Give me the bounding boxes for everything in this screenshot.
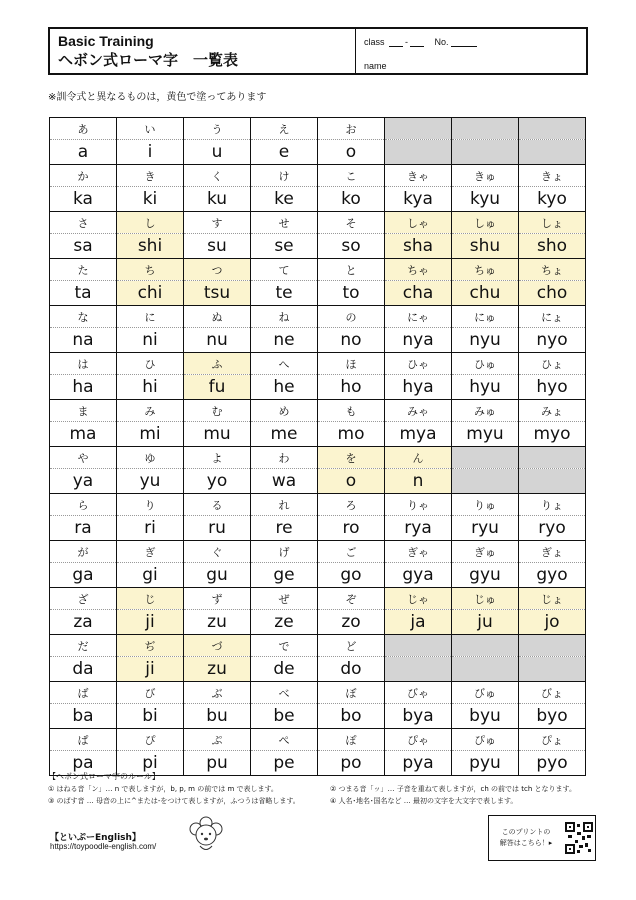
kana-row [50, 400, 586, 422]
kana-cell: ぶ [184, 682, 251, 704]
romaji-cell: sho [519, 234, 586, 259]
kana-cell: い [117, 118, 184, 140]
kana-cell: ぎ [117, 541, 184, 563]
kana-cell: びょ [519, 682, 586, 704]
kana-row [50, 635, 586, 657]
romaji-table [49, 117, 586, 776]
romaji-cell: ku [184, 187, 251, 212]
romaji-cell: bu [184, 704, 251, 729]
kana-cell: め [251, 400, 318, 422]
kana-cell: を [318, 447, 385, 469]
romaji-cell: ju [452, 610, 519, 635]
kana-cell: だ [50, 635, 117, 657]
kana-cell: の [318, 306, 385, 328]
kana-cell: は [50, 353, 117, 375]
romaji-row [50, 281, 586, 306]
romaji-cell: zu [184, 657, 251, 682]
romaji-cell: n [385, 469, 452, 494]
class-dash: - [405, 37, 409, 47]
romaji-cell: so [318, 234, 385, 259]
romaji-cell: mo [318, 422, 385, 447]
romaji-cell: rya [385, 516, 452, 541]
romaji-cell: ga [50, 563, 117, 588]
romaji-cell: ta [50, 281, 117, 306]
romaji-cell: ko [318, 187, 385, 212]
name-label: name [364, 61, 387, 71]
answer-link-text [495, 827, 557, 849]
romaji-cell: po [318, 751, 385, 776]
romaji-cell: su [184, 234, 251, 259]
romaji-cell: myo [519, 422, 586, 447]
romaji-row [50, 563, 586, 588]
kana-cell: か [50, 165, 117, 187]
class-blank-2 [410, 37, 424, 47]
romaji-cell: o [318, 140, 385, 165]
romaji-cell: nu [184, 328, 251, 353]
romaji-cell: o [318, 469, 385, 494]
kana-cell: て [251, 259, 318, 281]
kana-cell: きょ [519, 165, 586, 187]
romaji-cell: i [117, 140, 184, 165]
kana-row [50, 212, 586, 234]
romaji-cell: gu [184, 563, 251, 588]
romaji-cell: da [50, 657, 117, 682]
romaji-cell: fu [184, 375, 251, 400]
romaji-cell [519, 140, 586, 165]
romaji-cell: yo [184, 469, 251, 494]
kana-cell: じゃ [385, 588, 452, 610]
answer-line-2: 解答はこちら！▸ [499, 839, 553, 847]
kana-cell: ゆ [117, 447, 184, 469]
kana-cell: な [50, 306, 117, 328]
romaji-cell: gyu [452, 563, 519, 588]
romaji-cell: wa [251, 469, 318, 494]
romaji-cell: zu [184, 610, 251, 635]
number-label: No. [434, 37, 449, 47]
romaji-cell: mya [385, 422, 452, 447]
kana-cell: ぴゃ [385, 729, 452, 751]
kana-cell: ひょ [519, 353, 586, 375]
romaji-cell [519, 469, 586, 494]
romaji-cell: ri [117, 516, 184, 541]
kana-cell: ほ [318, 353, 385, 375]
kana-cell: ひ [117, 353, 184, 375]
kana-cell: じゅ [452, 588, 519, 610]
title-box [50, 29, 356, 73]
kana-cell: ぷ [184, 729, 251, 751]
kana-cell: ぐ [184, 541, 251, 563]
kana-cell: ちゅ [452, 259, 519, 281]
romaji-cell: ma [50, 422, 117, 447]
romaji-cell: byu [452, 704, 519, 729]
romaji-row [50, 328, 586, 353]
romaji-cell: ryo [519, 516, 586, 541]
romaji-cell: ho [318, 375, 385, 400]
kana-cell: りょ [519, 494, 586, 516]
kana-cell: す [184, 212, 251, 234]
romaji-cell: ryu [452, 516, 519, 541]
kana-row [50, 682, 586, 704]
romaji-cell: hya [385, 375, 452, 400]
kana-cell: ぴ [117, 729, 184, 751]
romaji-cell: ji [117, 657, 184, 682]
kana-cell: き [117, 165, 184, 187]
kana-cell [385, 635, 452, 657]
kana-cell: た [50, 259, 117, 281]
romaji-cell: ba [50, 704, 117, 729]
romaji-cell [385, 140, 452, 165]
romaji-cell: u [184, 140, 251, 165]
romaji-cell: yu [117, 469, 184, 494]
kana-cell: ぎょ [519, 541, 586, 563]
romaji-cell: cha [385, 281, 452, 306]
romaji-cell: re [251, 516, 318, 541]
answer-link-box[interactable] [488, 815, 596, 861]
answer-line-1: このプリントの [501, 828, 551, 836]
kana-cell: ろ [318, 494, 385, 516]
romaji-cell [452, 469, 519, 494]
rules-title: 【ヘボン式ローマ字のルール】 [48, 772, 160, 781]
romaji-cell: kyo [519, 187, 586, 212]
romaji-cell: pu [184, 751, 251, 776]
kana-cell: え [251, 118, 318, 140]
kana-cell: ぞ [318, 588, 385, 610]
kana-cell: こ [318, 165, 385, 187]
romaji-row [50, 187, 586, 212]
romaji-cell: ji [117, 610, 184, 635]
romaji-cell: he [251, 375, 318, 400]
romaji-cell: tsu [184, 281, 251, 306]
student-info-box [356, 29, 586, 73]
kana-cell [452, 635, 519, 657]
kana-cell: きゅ [452, 165, 519, 187]
romaji-row [50, 234, 586, 259]
romaji-cell [519, 657, 586, 682]
romaji-cell: gyo [519, 563, 586, 588]
kana-row [50, 729, 586, 751]
rule-2: ② つまる音「ッ」… 子音を重ねて表しますが，ch の前では tch となります。 [330, 785, 576, 793]
kana-cell: ひゅ [452, 353, 519, 375]
romaji-cell: chi [117, 281, 184, 306]
kana-cell [452, 447, 519, 469]
romaji-row [50, 610, 586, 635]
romaji-cell: shu [452, 234, 519, 259]
kana-cell: りゅ [452, 494, 519, 516]
kana-cell: しょ [519, 212, 586, 234]
romaji-cell: bya [385, 704, 452, 729]
romaji-cell [452, 140, 519, 165]
romaji-cell: ro [318, 516, 385, 541]
kana-cell: ぱ [50, 729, 117, 751]
romaji-cell: cho [519, 281, 586, 306]
kana-cell: ず [184, 588, 251, 610]
romaji-row [50, 516, 586, 541]
kana-cell: さ [50, 212, 117, 234]
romaji-cell: nya [385, 328, 452, 353]
romaji-cell: byo [519, 704, 586, 729]
romaji-cell: ra [50, 516, 117, 541]
romaji-cell: nyu [452, 328, 519, 353]
romaji-cell: hyo [519, 375, 586, 400]
kana-cell: ふ [184, 353, 251, 375]
kana-cell: へ [251, 353, 318, 375]
kana-cell: びゃ [385, 682, 452, 704]
romaji-cell [385, 657, 452, 682]
romaji-cell: be [251, 704, 318, 729]
romaji-cell: sha [385, 234, 452, 259]
romaji-row [50, 704, 586, 729]
poodle-icon [188, 815, 224, 855]
romaji-row [50, 657, 586, 682]
kana-cell [519, 635, 586, 657]
kana-cell: しゅ [452, 212, 519, 234]
romaji-cell: bo [318, 704, 385, 729]
kana-cell: べ [251, 682, 318, 704]
romaji-cell: go [318, 563, 385, 588]
romaji-cell: kyu [452, 187, 519, 212]
kana-cell: お [318, 118, 385, 140]
kana-cell [452, 118, 519, 140]
qr-code-icon[interactable] [565, 822, 593, 854]
worksheet-header [48, 27, 588, 75]
title-japanese: ヘボン式ローマ字 一覧表 [58, 51, 239, 69]
kana-cell [519, 118, 586, 140]
romaji-cell: pyo [519, 751, 586, 776]
romaji-cell: to [318, 281, 385, 306]
kana-cell: ちょ [519, 259, 586, 281]
kana-cell: る [184, 494, 251, 516]
kana-row [50, 353, 586, 375]
kana-cell: ぎゃ [385, 541, 452, 563]
kana-row [50, 259, 586, 281]
romaji-cell: pe [251, 751, 318, 776]
number-blank [451, 37, 477, 47]
romaji-cell: ja [385, 610, 452, 635]
kana-cell: ぴょ [519, 729, 586, 751]
romaji-cell: pyu [452, 751, 519, 776]
rule-4: ④ 人名･地名･国名など … 最初の文字を大文字で表します。 [330, 797, 518, 805]
kana-row [50, 447, 586, 469]
romaji-cell: te [251, 281, 318, 306]
romaji-cell [452, 657, 519, 682]
romaji-cell: ni [117, 328, 184, 353]
romaji-row [50, 375, 586, 400]
romaji-cell: hi [117, 375, 184, 400]
kana-cell: わ [251, 447, 318, 469]
romaji-cell: shi [117, 234, 184, 259]
romaji-cell: do [318, 657, 385, 682]
romaji-cell: ze [251, 610, 318, 635]
romaji-cell: zo [318, 610, 385, 635]
kana-cell: り [117, 494, 184, 516]
kana-cell: ぢ [117, 635, 184, 657]
class-number-line [364, 37, 479, 47]
romaji-cell: e [251, 140, 318, 165]
romaji-cell: jo [519, 610, 586, 635]
kana-cell: りゃ [385, 494, 452, 516]
kana-cell: ぎゅ [452, 541, 519, 563]
romaji-cell: me [251, 422, 318, 447]
kana-cell: じ [117, 588, 184, 610]
kana-cell: に [117, 306, 184, 328]
kana-row [50, 118, 586, 140]
romaji-cell: nyo [519, 328, 586, 353]
kana-cell: みゃ [385, 400, 452, 422]
romaji-cell: no [318, 328, 385, 353]
kana-cell: ざ [50, 588, 117, 610]
kana-cell: ち [117, 259, 184, 281]
kana-cell: じょ [519, 588, 586, 610]
romaji-cell: mu [184, 422, 251, 447]
kana-cell: にょ [519, 306, 586, 328]
romaji-cell: gya [385, 563, 452, 588]
kana-cell: ご [318, 541, 385, 563]
romaji-cell: pa [50, 751, 117, 776]
class-label: class [364, 37, 385, 47]
kana-row [50, 541, 586, 563]
kana-cell: が [50, 541, 117, 563]
kana-cell: む [184, 400, 251, 422]
kana-cell: ぽ [318, 729, 385, 751]
kana-cell: も [318, 400, 385, 422]
romaji-cell: bi [117, 704, 184, 729]
class-blank-1 [389, 37, 403, 47]
kana-cell: ば [50, 682, 117, 704]
kana-cell: ひゃ [385, 353, 452, 375]
kana-row [50, 165, 586, 187]
romaji-cell: ge [251, 563, 318, 588]
romaji-cell: ne [251, 328, 318, 353]
romaji-cell: pi [117, 751, 184, 776]
romaji-cell: a [50, 140, 117, 165]
kana-cell: つ [184, 259, 251, 281]
kana-cell: け [251, 165, 318, 187]
kana-cell: にゅ [452, 306, 519, 328]
rule-1: ① はねる音「ン」… n で表しますが，b, p, m の前では m で表します。 [48, 785, 278, 793]
romaji-cell: hyu [452, 375, 519, 400]
kana-cell [385, 118, 452, 140]
kana-cell: ぼ [318, 682, 385, 704]
romaji-cell: sa [50, 234, 117, 259]
kana-cell: び [117, 682, 184, 704]
kana-cell: し [117, 212, 184, 234]
kana-cell: れ [251, 494, 318, 516]
kana-cell: よ [184, 447, 251, 469]
romaji-cell: ha [50, 375, 117, 400]
kana-cell: びゅ [452, 682, 519, 704]
kana-cell: きゃ [385, 165, 452, 187]
romaji-row [50, 469, 586, 494]
kana-cell: せ [251, 212, 318, 234]
kana-cell: ぴゅ [452, 729, 519, 751]
kana-cell: う [184, 118, 251, 140]
kana-cell: あ [50, 118, 117, 140]
kana-cell: や [50, 447, 117, 469]
kana-cell: にゃ [385, 306, 452, 328]
kana-row [50, 494, 586, 516]
brand-name: 【といぷーEnglish】 [50, 833, 141, 843]
rule-3: ③ のばす音 … 母音の上に^または-をつけて表しますが，ふつうは省略します。 [48, 797, 300, 805]
romaji-row [50, 422, 586, 447]
kana-cell: しゃ [385, 212, 452, 234]
kana-cell: ぜ [251, 588, 318, 610]
kana-cell: ら [50, 494, 117, 516]
kana-cell: ね [251, 306, 318, 328]
kana-cell: で [251, 635, 318, 657]
kana-cell: と [318, 259, 385, 281]
kana-row [50, 306, 586, 328]
romaji-cell: ru [184, 516, 251, 541]
kana-cell: ま [50, 400, 117, 422]
kana-cell: ん [385, 447, 452, 469]
kana-cell: みょ [519, 400, 586, 422]
romaji-cell: ki [117, 187, 184, 212]
romaji-row [50, 140, 586, 165]
kana-cell: ぺ [251, 729, 318, 751]
kana-row [50, 588, 586, 610]
romaji-cell: gi [117, 563, 184, 588]
highlight-note: ※訓令式と異なるものは，黄色で塗ってあります [48, 92, 267, 103]
title-english: Basic Training [58, 33, 154, 49]
romaji-cell: kya [385, 187, 452, 212]
kana-cell: ぬ [184, 306, 251, 328]
kana-cell: く [184, 165, 251, 187]
kana-cell: げ [251, 541, 318, 563]
romaji-cell: na [50, 328, 117, 353]
romaji-cell: pya [385, 751, 452, 776]
romaji-cell: mi [117, 422, 184, 447]
kana-cell: ちゃ [385, 259, 452, 281]
romaji-cell: za [50, 610, 117, 635]
kana-cell: みゅ [452, 400, 519, 422]
kana-cell: ど [318, 635, 385, 657]
romaji-cell: chu [452, 281, 519, 306]
romaji-cell: ka [50, 187, 117, 212]
kana-cell: み [117, 400, 184, 422]
romaji-cell: de [251, 657, 318, 682]
kana-cell: づ [184, 635, 251, 657]
website-url[interactable]: https://toypoodle-english.com/ [50, 842, 157, 851]
romaji-cell: myu [452, 422, 519, 447]
kana-cell [519, 447, 586, 469]
romaji-cell: se [251, 234, 318, 259]
romaji-cell: ya [50, 469, 117, 494]
romaji-cell: ke [251, 187, 318, 212]
kana-cell: そ [318, 212, 385, 234]
